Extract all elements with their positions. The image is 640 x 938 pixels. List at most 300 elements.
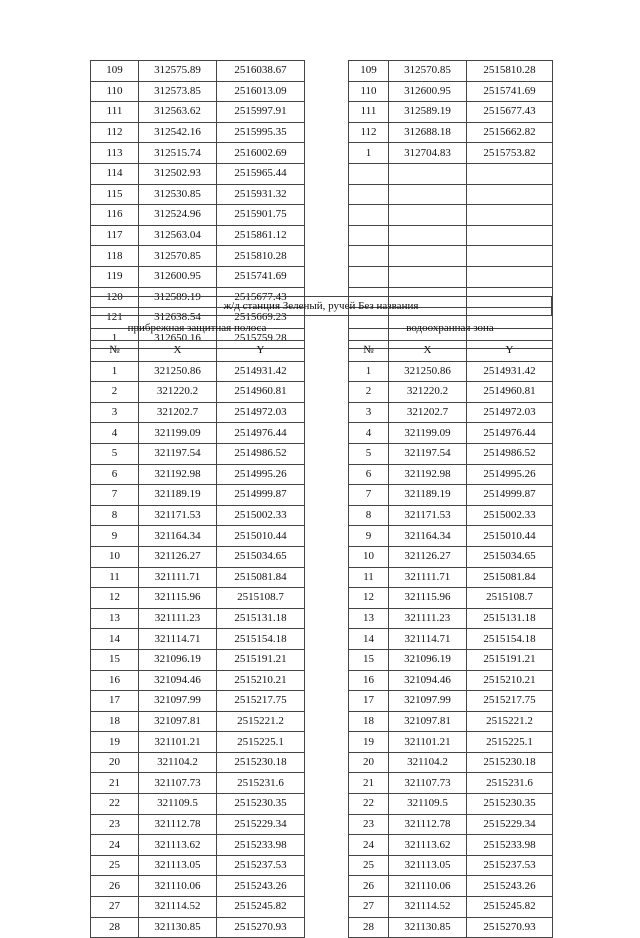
y-coordinate-cell: 2515010.44 xyxy=(467,526,553,547)
point-number-cell: 2 xyxy=(349,382,389,403)
table-row xyxy=(91,835,305,856)
table-row xyxy=(349,184,553,205)
x-coordinate-cell: 321130.85 xyxy=(139,917,217,938)
x-coordinate-cell: 312600.95 xyxy=(139,266,217,287)
y-coordinate-cell: 2515210.21 xyxy=(467,670,553,691)
y-coordinate-cell: 2515210.21 xyxy=(217,670,305,691)
x-coordinate-cell xyxy=(389,266,467,287)
x-coordinate-cell: 321171.53 xyxy=(139,505,217,526)
x-coordinate-cell: 321199.09 xyxy=(139,423,217,444)
x-coordinate-cell: 321202.7 xyxy=(389,402,467,423)
point-number-cell: 1 xyxy=(349,143,389,164)
y-coordinate-cell: 2515270.93 xyxy=(467,917,553,938)
y-coordinate-cell xyxy=(467,163,553,184)
coastal-strip-coordinate-table xyxy=(90,340,305,938)
y-coordinate-cell: 2515662.82 xyxy=(467,122,553,143)
point-number-cell: 3 xyxy=(349,402,389,423)
point-number-cell: 25 xyxy=(349,855,389,876)
point-number-cell: 23 xyxy=(91,814,139,835)
table-row xyxy=(91,246,305,267)
y-coordinate-cell: 2515237.53 xyxy=(467,855,553,876)
table-row xyxy=(349,649,553,670)
x-coordinate-cell: 321192.98 xyxy=(139,464,217,485)
x-coordinate-cell xyxy=(389,225,467,246)
point-number-cell: 24 xyxy=(349,835,389,856)
point-number-cell: 26 xyxy=(349,876,389,897)
x-coordinate-cell: 321192.98 xyxy=(389,464,467,485)
point-number-cell: 7 xyxy=(91,485,139,506)
table-row xyxy=(349,670,553,691)
x-coordinate-cell: 321171.53 xyxy=(389,505,467,526)
point-number-cell: 118 xyxy=(91,246,139,267)
y-column-header: Y xyxy=(467,341,553,362)
table-row xyxy=(349,608,553,629)
y-coordinate-cell: 2515810.28 xyxy=(217,246,305,267)
y-coordinate-cell: 2515191.21 xyxy=(467,649,553,670)
y-coordinate-cell: 2515669.23 xyxy=(217,308,305,329)
table-row xyxy=(91,423,305,444)
x-coordinate-cell: 321115.96 xyxy=(389,588,467,609)
table-row xyxy=(349,897,553,918)
y-coordinate-cell: 2515221.2 xyxy=(217,711,305,732)
table-row xyxy=(349,163,553,184)
x-coordinate-cell: 321197.54 xyxy=(139,443,217,464)
x-coordinate-cell: 321202.7 xyxy=(139,402,217,423)
table-row xyxy=(91,649,305,670)
table-row xyxy=(91,917,305,938)
water-zone-coordinate-table xyxy=(348,340,553,938)
table-row xyxy=(91,732,305,753)
table-row xyxy=(91,711,305,732)
point-number-cell: 14 xyxy=(349,629,389,650)
y-coordinate-cell xyxy=(467,184,553,205)
x-coordinate-cell: 321097.99 xyxy=(139,691,217,712)
water-protection-zone-title: водоохранная зона xyxy=(406,322,494,334)
y-coordinate-cell: 2515221.2 xyxy=(467,711,553,732)
point-number-cell: 115 xyxy=(91,184,139,205)
x-coordinate-cell: 312600.95 xyxy=(389,81,467,102)
y-coordinate-cell: 2515901.75 xyxy=(217,205,305,226)
point-number-cell: 110 xyxy=(91,81,139,102)
x-coordinate-cell: 312515.74 xyxy=(139,143,217,164)
x-coordinate-cell: 312704.83 xyxy=(389,143,467,164)
x-coordinate-cell: 321113.05 xyxy=(389,855,467,876)
y-coordinate-cell: 2515237.53 xyxy=(217,855,305,876)
y-coordinate-cell: 2514931.42 xyxy=(217,361,305,382)
table-row xyxy=(349,61,553,82)
table-row xyxy=(91,897,305,918)
table-row xyxy=(349,794,553,815)
y-coordinate-cell: 2515002.33 xyxy=(217,505,305,526)
x-coordinate-cell: 312589.19 xyxy=(139,287,217,308)
table-row xyxy=(349,102,553,123)
point-number-cell: 13 xyxy=(349,608,389,629)
x-coordinate-cell: 321113.62 xyxy=(139,835,217,856)
point-number-cell: 5 xyxy=(349,443,389,464)
x-coordinate-cell: 321189.19 xyxy=(139,485,217,506)
y-coordinate-cell: 2515217.75 xyxy=(217,691,305,712)
table-row xyxy=(91,143,305,164)
y-coordinate-cell: 2515225.1 xyxy=(467,732,553,753)
x-coordinate-cell: 321104.2 xyxy=(389,752,467,773)
table-row xyxy=(349,711,553,732)
table-row xyxy=(91,382,305,403)
point-number-cell: 11 xyxy=(349,567,389,588)
table-header-row xyxy=(349,341,553,362)
point-number-cell: 25 xyxy=(91,855,139,876)
x-coordinate-cell: 321104.2 xyxy=(139,752,217,773)
table-row xyxy=(349,917,553,938)
table-row xyxy=(91,526,305,547)
table-row xyxy=(349,629,553,650)
x-coordinate-cell: 321113.05 xyxy=(139,855,217,876)
y-coordinate-cell: 2516038.67 xyxy=(217,61,305,82)
table-row xyxy=(349,752,553,773)
table-row xyxy=(349,464,553,485)
table-row xyxy=(91,794,305,815)
y-coordinate-cell: 2515034.65 xyxy=(467,546,553,567)
table-row xyxy=(349,835,553,856)
x-coordinate-cell: 321111.71 xyxy=(139,567,217,588)
table-row xyxy=(349,266,553,287)
point-number-cell: 121 xyxy=(91,308,139,329)
y-coordinate-cell: 2514960.81 xyxy=(217,382,305,403)
x-coordinate-cell: 312563.62 xyxy=(139,102,217,123)
table-header-row xyxy=(91,341,305,362)
table-row xyxy=(91,266,305,287)
table-row xyxy=(349,443,553,464)
table-row xyxy=(91,184,305,205)
point-number-cell: 1 xyxy=(91,328,139,349)
y-coordinate-cell: 2514995.26 xyxy=(217,464,305,485)
y-coordinate-cell: 2515931.32 xyxy=(217,184,305,205)
table-row xyxy=(349,402,553,423)
table-row xyxy=(91,691,305,712)
point-number-cell: 16 xyxy=(91,670,139,691)
table-row xyxy=(91,102,305,123)
point-number-cell: 20 xyxy=(91,752,139,773)
table-row xyxy=(349,691,553,712)
y-coordinate-cell: 2515225.1 xyxy=(217,732,305,753)
x-coordinate-cell: 312650.16 xyxy=(139,328,217,349)
x-coordinate-cell: 321164.34 xyxy=(389,526,467,547)
point-number-cell: 27 xyxy=(91,897,139,918)
y-coordinate-cell: 2515229.34 xyxy=(467,814,553,835)
table-row xyxy=(349,122,553,143)
table-row xyxy=(91,163,305,184)
y-coordinate-cell: 2515753.82 xyxy=(467,143,553,164)
x-coordinate-cell: 312638.54 xyxy=(139,308,217,329)
point-number-cell: 11 xyxy=(91,567,139,588)
table-row xyxy=(349,382,553,403)
table-row xyxy=(349,246,553,267)
x-coordinate-cell: 321097.81 xyxy=(139,711,217,732)
point-number-cell: 15 xyxy=(349,649,389,670)
x-coordinate-cell: 321130.85 xyxy=(389,917,467,938)
table-row xyxy=(349,546,553,567)
table-row xyxy=(91,205,305,226)
point-number-cell xyxy=(349,205,389,226)
y-coordinate-cell: 2515217.75 xyxy=(467,691,553,712)
x-coordinate-cell: 321115.96 xyxy=(139,588,217,609)
point-number-cell: 26 xyxy=(91,876,139,897)
table-row xyxy=(91,402,305,423)
x-coordinate-cell xyxy=(389,184,467,205)
y-coordinate-cell xyxy=(467,225,553,246)
point-number-cell: 9 xyxy=(349,526,389,547)
table-row xyxy=(91,546,305,567)
point-number-cell xyxy=(349,163,389,184)
point-number-cell: 3 xyxy=(91,402,139,423)
point-number-cell: 24 xyxy=(91,835,139,856)
table-row xyxy=(91,443,305,464)
number-column-header: № xyxy=(91,341,139,362)
table-row xyxy=(91,629,305,650)
x-coordinate-cell: 321114.52 xyxy=(389,897,467,918)
point-number-cell: 19 xyxy=(349,732,389,753)
x-column-header: X xyxy=(139,341,217,362)
point-number-cell: 12 xyxy=(349,588,389,609)
point-number-cell: 19 xyxy=(91,732,139,753)
point-number-cell: 120 xyxy=(91,287,139,308)
table-row xyxy=(349,225,553,246)
y-coordinate-cell: 2515231.6 xyxy=(467,773,553,794)
table-row xyxy=(91,61,305,82)
y-coordinate-cell: 2515233.98 xyxy=(217,835,305,856)
y-coordinate-cell: 2515233.98 xyxy=(467,835,553,856)
point-number-cell: 8 xyxy=(349,505,389,526)
table-row xyxy=(91,485,305,506)
table-row xyxy=(349,361,553,382)
table-row xyxy=(349,567,553,588)
y-coordinate-cell: 2514986.52 xyxy=(467,443,553,464)
point-number-cell: 9 xyxy=(91,526,139,547)
point-number-cell: 18 xyxy=(91,711,139,732)
y-coordinate-cell: 2515191.21 xyxy=(217,649,305,670)
point-number-cell: 116 xyxy=(91,205,139,226)
point-number-cell: 20 xyxy=(349,752,389,773)
table-row xyxy=(91,608,305,629)
table-row xyxy=(91,567,305,588)
x-coordinate-cell: 321097.81 xyxy=(389,711,467,732)
point-number-cell: 18 xyxy=(349,711,389,732)
y-coordinate-cell: 2515245.82 xyxy=(467,897,553,918)
table-row xyxy=(91,752,305,773)
table-row xyxy=(349,732,553,753)
y-coordinate-cell: 2514960.81 xyxy=(467,382,553,403)
point-number-cell: 112 xyxy=(349,122,389,143)
y-coordinate-cell: 2515997.91 xyxy=(217,102,305,123)
x-coordinate-cell: 312502.93 xyxy=(139,163,217,184)
y-coordinate-cell: 2515108.7 xyxy=(467,588,553,609)
x-coordinate-cell: 312589.19 xyxy=(389,102,467,123)
point-number-cell: 15 xyxy=(91,649,139,670)
coastal-protection-strip-title: прибрежная защитная полоса xyxy=(127,322,267,334)
y-coordinate-cell: 2515229.34 xyxy=(217,814,305,835)
x-coordinate-cell xyxy=(389,163,467,184)
y-coordinate-cell: 2515677.43 xyxy=(467,102,553,123)
point-number-cell: 14 xyxy=(91,629,139,650)
x-coordinate-cell: 321109.5 xyxy=(139,794,217,815)
point-number-cell: 119 xyxy=(91,266,139,287)
point-number-cell: 2 xyxy=(91,382,139,403)
y-coordinate-cell: 2515677.43 xyxy=(217,287,305,308)
point-number-cell: 111 xyxy=(91,102,139,123)
y-coordinate-cell: 2514999.87 xyxy=(467,485,553,506)
number-column-header: № xyxy=(349,341,389,362)
x-coordinate-cell: 321112.78 xyxy=(139,814,217,835)
x-coordinate-cell: 321113.62 xyxy=(389,835,467,856)
table-row xyxy=(91,773,305,794)
y-coordinate-cell: 2516002.69 xyxy=(217,143,305,164)
x-coordinate-cell: 321111.71 xyxy=(389,567,467,588)
table-row xyxy=(349,505,553,526)
y-coordinate-cell: 2514995.26 xyxy=(467,464,553,485)
point-number-cell xyxy=(349,246,389,267)
point-number-cell: 17 xyxy=(91,691,139,712)
y-coordinate-cell: 2515081.84 xyxy=(467,567,553,588)
point-number-cell: 8 xyxy=(91,505,139,526)
y-coordinate-cell: 2515270.93 xyxy=(217,917,305,938)
table-row xyxy=(349,205,553,226)
point-number-cell: 10 xyxy=(349,546,389,567)
x-coordinate-cell: 321114.71 xyxy=(389,629,467,650)
x-coordinate-cell: 321220.2 xyxy=(389,382,467,403)
x-coordinate-cell: 312530.85 xyxy=(139,184,217,205)
table-row xyxy=(349,526,553,547)
point-number-cell: 12 xyxy=(91,588,139,609)
x-coordinate-cell: 321101.21 xyxy=(389,732,467,753)
x-coordinate-cell: 321250.86 xyxy=(139,361,217,382)
point-number-cell: 4 xyxy=(349,423,389,444)
x-coordinate-cell: 321097.99 xyxy=(389,691,467,712)
x-coordinate-cell: 321126.27 xyxy=(389,546,467,567)
x-coordinate-cell: 321110.06 xyxy=(389,876,467,897)
point-number-cell: 28 xyxy=(349,917,389,938)
point-number-cell: 17 xyxy=(349,691,389,712)
point-number-cell: 111 xyxy=(349,102,389,123)
point-number-cell: 112 xyxy=(91,122,139,143)
point-number-cell: 1 xyxy=(349,361,389,382)
x-coordinate-cell: 321189.19 xyxy=(389,485,467,506)
x-coordinate-cell: 321114.71 xyxy=(139,629,217,650)
table-row xyxy=(349,485,553,506)
x-coordinate-cell: 321199.09 xyxy=(389,423,467,444)
table-row xyxy=(349,773,553,794)
y-coordinate-cell: 2514976.44 xyxy=(467,423,553,444)
y-coordinate-cell: 2515741.69 xyxy=(467,81,553,102)
x-coordinate-cell: 312573.85 xyxy=(139,81,217,102)
y-coordinate-cell: 2515741.69 xyxy=(217,266,305,287)
y-coordinate-cell: 2515154.18 xyxy=(217,629,305,650)
table-row xyxy=(91,505,305,526)
y-coordinate-cell: 2515154.18 xyxy=(467,629,553,650)
y-coordinate-cell: 2515010.44 xyxy=(217,526,305,547)
x-coordinate-cell: 321164.34 xyxy=(139,526,217,547)
y-coordinate-cell: 2515861.12 xyxy=(217,225,305,246)
table-row xyxy=(91,122,305,143)
x-coordinate-cell: 321126.27 xyxy=(139,546,217,567)
point-number-cell: 28 xyxy=(91,917,139,938)
point-number-cell: 6 xyxy=(349,464,389,485)
y-coordinate-cell: 2515002.33 xyxy=(467,505,553,526)
point-number-cell: 21 xyxy=(349,773,389,794)
y-coordinate-cell: 2515230.35 xyxy=(467,794,553,815)
y-coordinate-cell xyxy=(467,266,553,287)
table-row xyxy=(349,143,553,164)
point-number-cell: 21 xyxy=(91,773,139,794)
point-number-cell: 7 xyxy=(349,485,389,506)
x-coordinate-cell xyxy=(389,205,467,226)
section-caption: ж/д станция Зеленый, ручей Без названия xyxy=(90,296,552,316)
y-coordinate-cell: 2515245.82 xyxy=(217,897,305,918)
y-coordinate-cell: 2515759.28 xyxy=(217,328,305,349)
x-coordinate-cell: 321101.21 xyxy=(139,732,217,753)
y-coordinate-cell: 2514976.44 xyxy=(217,423,305,444)
table-row xyxy=(91,225,305,246)
table-row xyxy=(349,855,553,876)
y-coordinate-cell xyxy=(467,205,553,226)
x-coordinate-cell: 321250.86 xyxy=(389,361,467,382)
point-number-cell xyxy=(349,225,389,246)
x-coordinate-cell: 321094.46 xyxy=(389,670,467,691)
x-coordinate-cell: 321112.78 xyxy=(389,814,467,835)
table-row xyxy=(91,361,305,382)
table-row xyxy=(349,423,553,444)
y-coordinate-cell: 2515965.44 xyxy=(217,163,305,184)
table-row xyxy=(91,670,305,691)
x-coordinate-cell: 312563.04 xyxy=(139,225,217,246)
table-row xyxy=(91,855,305,876)
y-coordinate-cell: 2514972.03 xyxy=(467,402,553,423)
y-coordinate-cell: 2515131.18 xyxy=(467,608,553,629)
y-column-header: Y xyxy=(217,341,305,362)
y-coordinate-cell xyxy=(467,246,553,267)
x-coordinate-cell: 321114.52 xyxy=(139,897,217,918)
x-coordinate-cell: 321107.73 xyxy=(389,773,467,794)
x-coordinate-cell: 312524.96 xyxy=(139,205,217,226)
y-coordinate-cell: 2515810.28 xyxy=(467,61,553,82)
table-row xyxy=(349,876,553,897)
y-coordinate-cell: 2515230.18 xyxy=(467,752,553,773)
x-coordinate-cell: 312575.89 xyxy=(139,61,217,82)
point-number-cell: 4 xyxy=(91,423,139,444)
x-coordinate-cell xyxy=(389,246,467,267)
x-coordinate-cell: 321220.2 xyxy=(139,382,217,403)
table-row xyxy=(349,814,553,835)
point-number-cell: 113 xyxy=(91,143,139,164)
x-coordinate-cell: 321096.19 xyxy=(139,649,217,670)
point-number-cell: 6 xyxy=(91,464,139,485)
y-coordinate-cell: 2514931.42 xyxy=(467,361,553,382)
x-coordinate-cell: 321197.54 xyxy=(389,443,467,464)
y-coordinate-cell: 2515230.18 xyxy=(217,752,305,773)
table-row xyxy=(91,81,305,102)
point-number-cell: 13 xyxy=(91,608,139,629)
y-coordinate-cell: 2515230.35 xyxy=(217,794,305,815)
table-row xyxy=(91,876,305,897)
x-coordinate-cell: 321109.5 xyxy=(389,794,467,815)
point-number-cell: 22 xyxy=(349,794,389,815)
x-coordinate-cell: 312570.85 xyxy=(139,246,217,267)
y-coordinate-cell: 2514986.52 xyxy=(217,443,305,464)
y-coordinate-cell: 2515081.84 xyxy=(217,567,305,588)
table-row xyxy=(349,588,553,609)
table-row xyxy=(91,464,305,485)
x-coordinate-cell: 321107.73 xyxy=(139,773,217,794)
point-number-cell: 5 xyxy=(91,443,139,464)
x-coordinate-cell: 321094.46 xyxy=(139,670,217,691)
